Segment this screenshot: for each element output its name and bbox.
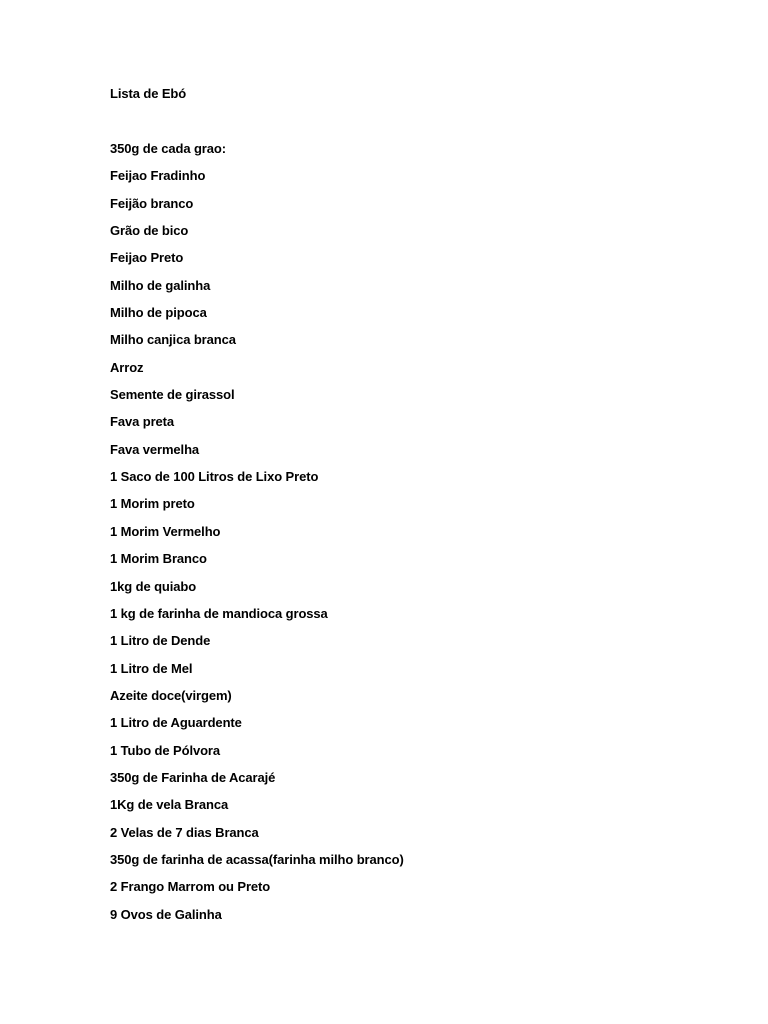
- list-item: Fava vermelha: [110, 441, 200, 457]
- list-item: Feijão branco: [110, 195, 194, 211]
- list-item: 350g de Farinha de Acarajé: [110, 769, 276, 785]
- list-item: 1 Morim Vermelho: [110, 523, 221, 539]
- list-item: 1 Tubo de Pólvora: [110, 742, 221, 758]
- list-item: 2 Frango Marrom ou Preto: [110, 879, 271, 895]
- list-item: Milho de pipoca: [110, 305, 207, 321]
- list-item: 1 Saco de 100 Litros de Lixo Preto: [110, 469, 319, 485]
- list-item: Fava preta: [110, 414, 175, 430]
- list-item: 2 Velas de 7 dias Branca: [110, 824, 259, 840]
- list-item: 1 Morim Branco: [110, 551, 207, 567]
- list-item: Semente de girassol: [110, 387, 235, 403]
- list-item: 1 Litro de Mel: [110, 660, 193, 676]
- list-item: 1 kg de farinha de mandioca grossa: [110, 605, 328, 621]
- list-item: 1 Litro de Aguardente: [110, 715, 242, 731]
- list-item: 350g de farinha de acassa(farinha milho branco): [110, 851, 404, 867]
- list-item: Milho canjica branca: [110, 332, 236, 348]
- list-item: Grão de bico: [110, 223, 189, 239]
- item-list: [110, 140, 404, 933]
- list-item: Arroz: [110, 359, 144, 375]
- list-item: 1 Morim preto: [110, 496, 195, 512]
- list-item: 350g de cada grao:: [110, 141, 226, 156]
- list-item: 1kg de quiabo: [110, 578, 197, 594]
- list-item: 9 Ovos de Galinha: [110, 906, 222, 922]
- list-item: Azeite doce(virgem): [110, 687, 232, 703]
- list-item: Feijao Fradinho: [110, 168, 206, 184]
- list-item: Feijao Preto: [110, 250, 184, 266]
- list-item: Milho de galinha: [110, 277, 211, 293]
- list-item: 1 Litro de Dende: [110, 633, 211, 649]
- document-title: Lista de Ebó: [110, 86, 187, 101]
- list-item: 1Kg de vela Branca: [110, 797, 229, 813]
